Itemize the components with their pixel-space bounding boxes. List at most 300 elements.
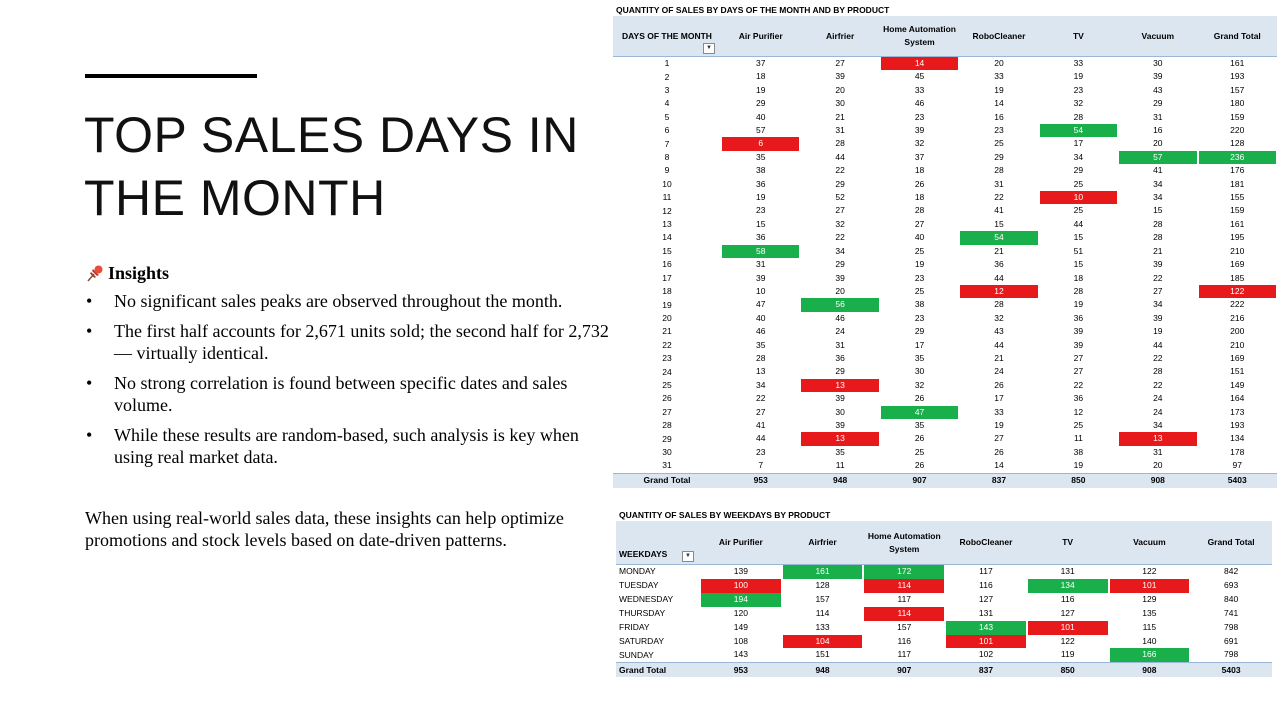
value-cell: [880, 231, 959, 244]
day-row: [613, 97, 1277, 110]
max-highlight-cell: [1039, 124, 1118, 137]
row-label: 6: [664, 125, 670, 136]
cell-value: 131: [978, 607, 994, 618]
cell-value: 19: [1073, 71, 1084, 82]
value-cell: [880, 84, 959, 97]
cell-value: 44: [755, 433, 766, 444]
value-cell: [959, 459, 1038, 473]
cell-value: 116: [1060, 593, 1075, 604]
value-cell: [800, 446, 879, 459]
value-cell: [1118, 245, 1197, 258]
cell-value: 12: [960, 285, 1037, 298]
row-label: 10: [662, 178, 672, 189]
weekday-row: [616, 621, 1272, 635]
cell-value: 14: [994, 460, 1004, 471]
value-cell: [721, 258, 800, 271]
cell-value: 35: [835, 446, 845, 457]
grand-total-cell: 907: [863, 663, 945, 678]
value-cell: [863, 648, 945, 662]
min-highlight-cell: [800, 379, 879, 392]
day-row: [613, 191, 1277, 204]
min-highlight-cell: [700, 579, 782, 593]
cell-value: 10: [1040, 191, 1117, 204]
cell-value: 14: [881, 57, 958, 70]
weekdays-grand-total-row: [616, 663, 1272, 678]
row-label: 28: [662, 420, 672, 431]
cell-value: 44: [994, 339, 1004, 350]
cell-value: 31: [1153, 111, 1163, 122]
cell-value: 23: [914, 111, 925, 122]
cell-value: 45: [914, 71, 925, 82]
cell-value: 27: [835, 58, 845, 68]
value-cell: [1198, 352, 1277, 365]
insight-bullet: • While these results are random-based, such analysis is key when using real market data.: [85, 424, 615, 468]
max-highlight-cell: [863, 565, 945, 579]
value-cell: [1039, 272, 1118, 285]
cell-value: 17: [914, 339, 925, 350]
value-cell: [1039, 137, 1118, 150]
value-cell: [721, 164, 800, 177]
cell-value: 210: [1230, 339, 1245, 350]
cell-value: 13: [755, 366, 766, 377]
value-cell: [800, 312, 879, 325]
cell-value: 21: [994, 352, 1004, 363]
row-label: TUESDAY: [619, 580, 659, 591]
value-cell: [1198, 178, 1277, 191]
cell-value: 114: [864, 607, 944, 621]
cell-value: 38: [914, 299, 925, 310]
weekdays-row-header-label: WEEKDAYS: [619, 549, 668, 559]
cell-value: 28: [1073, 285, 1084, 296]
cell-value: 26: [914, 460, 925, 471]
value-cell: [800, 97, 879, 110]
value-cell: [1118, 446, 1197, 459]
cell-value: 34: [755, 379, 766, 390]
cell-value: 21: [835, 111, 845, 122]
min-highlight-cell: [863, 607, 945, 621]
cell-value: 161: [1230, 58, 1245, 68]
grand-total-cell: 850: [1039, 473, 1118, 488]
cell-value: 28: [994, 299, 1004, 310]
cell-value: 35: [914, 419, 925, 430]
value-cell: [959, 339, 1038, 352]
value-cell: [721, 459, 800, 473]
row-label: 5: [664, 111, 670, 122]
cell-value: 58: [722, 245, 799, 258]
cell-value: 22: [994, 192, 1004, 203]
value-cell: [880, 432, 959, 445]
value-cell: [721, 191, 800, 204]
cell-value: 29: [1073, 165, 1084, 176]
value-cell: [1039, 432, 1118, 445]
cell-value: 37: [914, 151, 925, 162]
grand-total-cell: 908: [1118, 473, 1197, 488]
min-highlight-cell: [1118, 432, 1197, 445]
value-cell: [1039, 218, 1118, 231]
value-cell: [959, 218, 1038, 231]
day-row: [613, 406, 1277, 419]
cell-value: 101: [1028, 621, 1108, 635]
day-row: [613, 365, 1277, 378]
day-row: [613, 379, 1277, 392]
weekday-row: [616, 607, 1272, 621]
days-column-header: Vacuum: [1118, 16, 1197, 57]
cell-value: 29: [755, 98, 766, 109]
day-row: [613, 178, 1277, 191]
max-highlight-cell: [1109, 648, 1191, 662]
value-cell: [1039, 97, 1118, 110]
weekdays-table: [616, 521, 1272, 677]
value-cell: [863, 621, 945, 635]
value-cell: [1039, 231, 1118, 244]
cell-value: 22: [1153, 379, 1163, 390]
value-cell: [880, 111, 959, 124]
cell-value: 39: [1153, 312, 1163, 323]
cell-value: 104: [783, 635, 863, 649]
value-cell: [1027, 593, 1109, 607]
cell-value: 798: [1224, 621, 1239, 632]
value-cell: [880, 339, 959, 352]
day-row: [613, 352, 1277, 365]
cell-value: 33: [994, 71, 1004, 82]
value-cell: [1039, 459, 1118, 473]
value-cell: [1118, 298, 1197, 311]
cell-value: 22: [1153, 352, 1163, 363]
cell-value: 44: [994, 272, 1004, 283]
cell-value: 169: [1230, 259, 1245, 270]
value-cell: [721, 151, 800, 164]
cell-value: 24: [1153, 406, 1163, 417]
value-cell: [782, 593, 864, 607]
cell-value: 127: [978, 593, 994, 604]
cell-value: 120: [733, 607, 748, 618]
cell-value: 29: [835, 178, 845, 189]
row-label: 27: [662, 406, 672, 417]
value-cell: [800, 151, 879, 164]
cell-value: 135: [1142, 607, 1157, 618]
dropdown-filter-icon[interactable]: ▼: [703, 43, 715, 54]
value-cell: [800, 365, 879, 378]
cell-value: 19: [914, 259, 925, 270]
value-cell: [880, 285, 959, 298]
value-cell: [1027, 635, 1109, 649]
day-row: [613, 231, 1277, 244]
value-cell: [721, 446, 800, 459]
days-column-header: RoboCleaner: [959, 16, 1038, 57]
max-highlight-cell: [880, 406, 959, 419]
cell-value: 16: [994, 111, 1004, 122]
cell-value: 115: [1142, 621, 1157, 632]
weekdays-column-header: TV: [1027, 521, 1109, 565]
cell-value: 134: [1028, 579, 1108, 593]
cell-value: 36: [835, 352, 845, 363]
value-cell: [800, 459, 879, 473]
value-cell: [1198, 57, 1277, 71]
cell-value: 38: [755, 165, 766, 176]
value-cell: [800, 70, 879, 83]
min-highlight-cell: [1039, 191, 1118, 204]
cell-value: 149: [733, 621, 748, 632]
days-table: [613, 16, 1277, 488]
weekday-row: [616, 593, 1272, 607]
value-cell: [800, 57, 879, 71]
insights-list: [85, 290, 615, 468]
value-cell: [1039, 312, 1118, 325]
dropdown-filter-icon[interactable]: ▼: [682, 551, 694, 562]
cell-value: 13: [1119, 432, 1196, 445]
row-label: 23: [662, 353, 672, 364]
value-cell: [1039, 298, 1118, 311]
min-highlight-cell: [863, 579, 945, 593]
cell-value: 17: [1073, 138, 1084, 149]
cell-value: 173: [1230, 406, 1245, 417]
cell-value: 20: [1153, 138, 1163, 149]
min-highlight-cell: [1198, 285, 1277, 298]
value-cell: [880, 164, 959, 177]
value-cell: [880, 352, 959, 365]
value-cell: [800, 231, 879, 244]
cell-value: 40: [755, 312, 766, 323]
value-cell: [721, 379, 800, 392]
cell-value: 161: [1230, 218, 1245, 229]
value-cell: [1039, 70, 1118, 83]
cell-value: 122: [1199, 285, 1276, 298]
cell-value: 27: [914, 218, 925, 229]
cell-value: 34: [1153, 178, 1163, 189]
cell-value: 30: [835, 98, 845, 109]
cell-value: 46: [914, 98, 925, 109]
row-label: 12: [662, 205, 672, 216]
value-cell: [1118, 325, 1197, 338]
cell-value: 28: [1153, 218, 1163, 229]
cell-value: 842: [1224, 566, 1239, 576]
days-column-header: TV: [1039, 16, 1118, 57]
value-cell: [1118, 352, 1197, 365]
cell-value: 139: [733, 566, 748, 576]
row-label: 7: [664, 138, 670, 149]
row-label: 19: [662, 299, 672, 310]
cell-value: 37: [755, 58, 766, 68]
value-cell: [800, 406, 879, 419]
row-label: MONDAY: [619, 566, 656, 577]
value-cell: [880, 272, 959, 285]
value-cell: [800, 258, 879, 271]
cell-value: 220: [1230, 125, 1245, 136]
value-cell: [880, 379, 959, 392]
value-cell: [800, 137, 879, 150]
day-row: [613, 392, 1277, 405]
cell-value: 47: [881, 406, 958, 419]
cell-value: 7: [758, 460, 764, 471]
cell-value: 23: [914, 272, 925, 283]
cell-value: 22: [835, 232, 845, 243]
value-cell: [721, 84, 800, 97]
value-cell: [800, 218, 879, 231]
value-cell: [1190, 635, 1272, 649]
cell-value: 11: [1073, 433, 1083, 444]
value-cell: [1198, 164, 1277, 177]
value-cell: [721, 392, 800, 405]
cell-value: 34: [1153, 192, 1163, 203]
cell-value: 25: [1073, 419, 1084, 430]
cell-value: 24: [994, 366, 1004, 377]
value-cell: [1198, 231, 1277, 244]
cell-value: 15: [755, 218, 766, 229]
max-highlight-cell: [782, 565, 864, 579]
cell-value: 27: [1073, 352, 1084, 363]
cell-value: 117: [897, 593, 912, 604]
cell-value: 25: [1073, 178, 1084, 189]
value-cell: [721, 285, 800, 298]
value-cell: [959, 325, 1038, 338]
row-label: 30: [662, 446, 672, 457]
cell-value: 159: [1230, 205, 1245, 216]
cell-value: 11: [835, 460, 845, 471]
cell-value: 128: [815, 579, 830, 590]
value-cell: [1190, 593, 1272, 607]
cell-value: 15: [994, 218, 1004, 229]
value-cell: [721, 111, 800, 124]
value-cell: [721, 325, 800, 338]
cell-value: 28: [914, 205, 925, 216]
max-highlight-cell: [959, 231, 1038, 244]
value-cell: [1109, 607, 1191, 621]
value-cell: [721, 272, 800, 285]
row-label: 3: [664, 85, 670, 96]
value-cell: [1118, 97, 1197, 110]
cell-value: 25: [914, 245, 925, 256]
cell-value: 25: [1073, 205, 1084, 216]
value-cell: [959, 298, 1038, 311]
cell-value: 127: [1060, 607, 1075, 618]
value-cell: [959, 245, 1038, 258]
value-cell: [1118, 137, 1197, 150]
cell-value: 28: [994, 165, 1004, 176]
min-highlight-cell: [959, 285, 1038, 298]
insights-heading: [85, 262, 615, 284]
value-cell: [880, 137, 959, 150]
cell-value: 222: [1230, 299, 1245, 310]
cell-value: 116: [897, 635, 912, 646]
value-cell: [700, 648, 782, 662]
min-highlight-cell: [945, 635, 1027, 649]
value-cell: [800, 272, 879, 285]
cell-value: 23: [755, 205, 766, 216]
cell-value: 19: [1153, 326, 1163, 337]
row-label: 25: [662, 379, 672, 390]
cell-value: 27: [994, 433, 1004, 444]
cell-value: 23: [755, 446, 766, 457]
cell-value: 31: [994, 178, 1004, 189]
min-highlight-cell: [1027, 621, 1109, 635]
max-highlight-cell: [700, 593, 782, 607]
value-cell: [1039, 392, 1118, 405]
cell-value: 194: [701, 593, 781, 607]
cell-value: 39: [755, 272, 766, 283]
cell-value: 29: [1153, 98, 1163, 109]
row-label: WEDNESDAY: [619, 594, 674, 605]
day-row: [613, 204, 1277, 217]
value-cell: [959, 379, 1038, 392]
row-label: 15: [662, 245, 672, 256]
value-cell: [959, 151, 1038, 164]
cell-value: 44: [835, 151, 845, 162]
grand-total-cell: 908: [1109, 663, 1191, 678]
value-cell: [880, 419, 959, 432]
value-cell: [1118, 459, 1197, 473]
value-cell: [959, 419, 1038, 432]
cell-value: 185: [1230, 272, 1245, 283]
value-cell: [721, 70, 800, 83]
cell-value: 166: [1110, 648, 1190, 662]
cell-value: 114: [864, 579, 944, 593]
cell-value: 176: [1230, 165, 1245, 176]
cell-value: 164: [1230, 393, 1245, 404]
cell-value: 157: [815, 593, 830, 604]
cell-value: 33: [914, 84, 925, 95]
cell-value: 20: [835, 84, 845, 95]
cell-value: 27: [835, 205, 845, 216]
value-cell: [800, 111, 879, 124]
cell-value: 22: [755, 393, 766, 404]
row-label: 14: [662, 232, 672, 243]
grand-total-cell: 948: [782, 663, 864, 678]
value-cell: [959, 191, 1038, 204]
row-label: 21: [662, 326, 672, 337]
value-cell: [959, 204, 1038, 217]
cell-value: 26: [914, 393, 925, 404]
cell-value: 18: [914, 165, 925, 176]
cell-value: 43: [1153, 84, 1163, 95]
value-cell: [1118, 84, 1197, 97]
value-cell: [1027, 648, 1109, 662]
value-cell: [721, 218, 800, 231]
value-cell: [1118, 392, 1197, 405]
days-column-header: Grand Total: [1198, 16, 1277, 57]
cell-value: 32: [914, 138, 925, 149]
row-label: SUNDAY: [619, 649, 654, 660]
value-cell: [880, 218, 959, 231]
cell-value: 151: [815, 649, 830, 660]
row-label: 11: [662, 192, 672, 203]
value-cell: [721, 432, 800, 445]
grand-total-cell: 5403: [1190, 663, 1272, 678]
value-cell: [880, 392, 959, 405]
value-cell: [1039, 164, 1118, 177]
value-cell: [1039, 325, 1118, 338]
cell-value: 25: [914, 285, 925, 296]
row-label: 16: [662, 259, 672, 270]
cell-value: 57: [1119, 151, 1196, 164]
cell-value: 51: [1073, 245, 1084, 256]
value-cell: [880, 258, 959, 271]
value-cell: [1118, 164, 1197, 177]
cell-value: 20: [994, 58, 1004, 68]
value-cell: [782, 648, 864, 662]
value-cell: [1039, 57, 1118, 71]
row-label: 31: [662, 460, 672, 471]
value-cell: [800, 285, 879, 298]
value-cell: [959, 84, 1038, 97]
cell-value: 40: [914, 232, 925, 243]
value-cell: [800, 392, 879, 405]
cell-value: 133: [815, 621, 830, 632]
cell-value: 34: [1153, 419, 1163, 430]
value-cell: [1198, 272, 1277, 285]
cell-value: 34: [835, 245, 845, 256]
cell-value: 29: [835, 259, 845, 270]
cell-value: 41: [994, 205, 1004, 216]
